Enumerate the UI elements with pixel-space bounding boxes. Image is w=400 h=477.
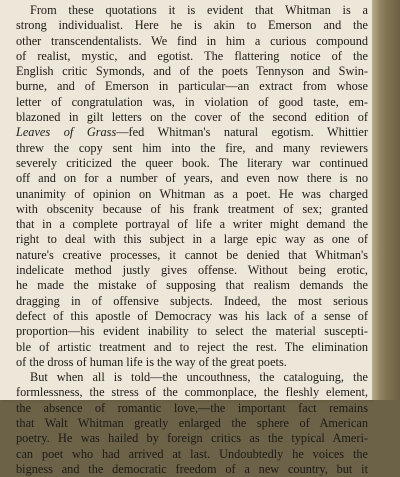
- text-line: poetry. He was hailed by foreign critics as the typical Ameri-: [16, 431, 368, 446]
- text-line: other transcendentalists. We find in him a curious compound: [16, 33, 368, 48]
- text-line: right to deal with this subject in a large epic way as one of: [16, 232, 368, 247]
- text-line: defect of this apostle of Democracy was his lack of a sense of: [16, 308, 368, 323]
- text-line: formlessness, the stress of the commonplace, the fleshly element,: [16, 385, 368, 400]
- text-line-partially-cut: bigness and the democratic freedom of a new country, but it: [16, 461, 368, 476]
- text-line: blazoned in gilt letters on the cover of the second edition of: [16, 110, 368, 125]
- text-line: From these quotations it is evident that Whitman is a: [30, 3, 368, 17]
- text-line: dragging in of offensive subjects. Indeed, the most serious: [16, 293, 368, 308]
- text-line: letter of congratulation was, in violation of good taste, em-: [16, 94, 368, 109]
- text-line: proportion—his evident inability to select the material suscepti-: [16, 324, 368, 339]
- text-line: off and on for a number of years, and even now there is no: [16, 171, 368, 186]
- text-line: threw the copy sent him into the fire, and many reviewers: [16, 140, 368, 155]
- text-line-with-title: Leaves of Grass—fed Whitman's natural egotism. Whittier: [16, 125, 368, 140]
- text-line: strong individualist. Here he is akin to Emerson and the: [16, 18, 368, 33]
- text-line: burne, and of Emerson in particular—an extract from whose: [16, 79, 368, 94]
- book-page-edges: [372, 0, 400, 400]
- text-line: But when all is told—the uncouthness, the cataloguing, the: [30, 370, 368, 385]
- body-text: [16, 3, 368, 477]
- text-line: the absence of romantic love,—the important fact remains: [16, 400, 368, 415]
- text-line: severely criticized the queer book. The literary war continued: [16, 155, 368, 170]
- text-line: English critic Symonds, and of the poets Tennyson and Swin-: [16, 64, 368, 79]
- text-line: nature's creative processes, it cannot be denied that Whitman's: [16, 247, 368, 262]
- text-line: with obscenity because of his frank treatment of sex; granted: [16, 201, 368, 216]
- text-line: can poet who had arrived at last. Undoubtedly he voices the: [16, 446, 368, 461]
- text-line: unanimity of opinion on Whitman as a poet. He was charged: [16, 186, 368, 201]
- text-line: indelicate method justly gives offense. Without being erotic,: [16, 263, 368, 278]
- text-line: ble of artistic treatment and to reject the rest. The elimination: [16, 339, 368, 354]
- text-line: of the dross of human life is the way of the great poets.: [16, 354, 287, 369]
- text-line: that Walt Whitman greatly enlarged the sphere of American: [16, 416, 368, 431]
- text-line: that in a complete portrayal of life a writer might demand the: [16, 217, 368, 232]
- text-line: he made the mistake of supposing that realism demands the: [16, 278, 368, 293]
- book-title: Leaves of Grass: [16, 125, 117, 140]
- text-line: of realist, mystic, and egotist. The flattering notice of the: [16, 48, 368, 63]
